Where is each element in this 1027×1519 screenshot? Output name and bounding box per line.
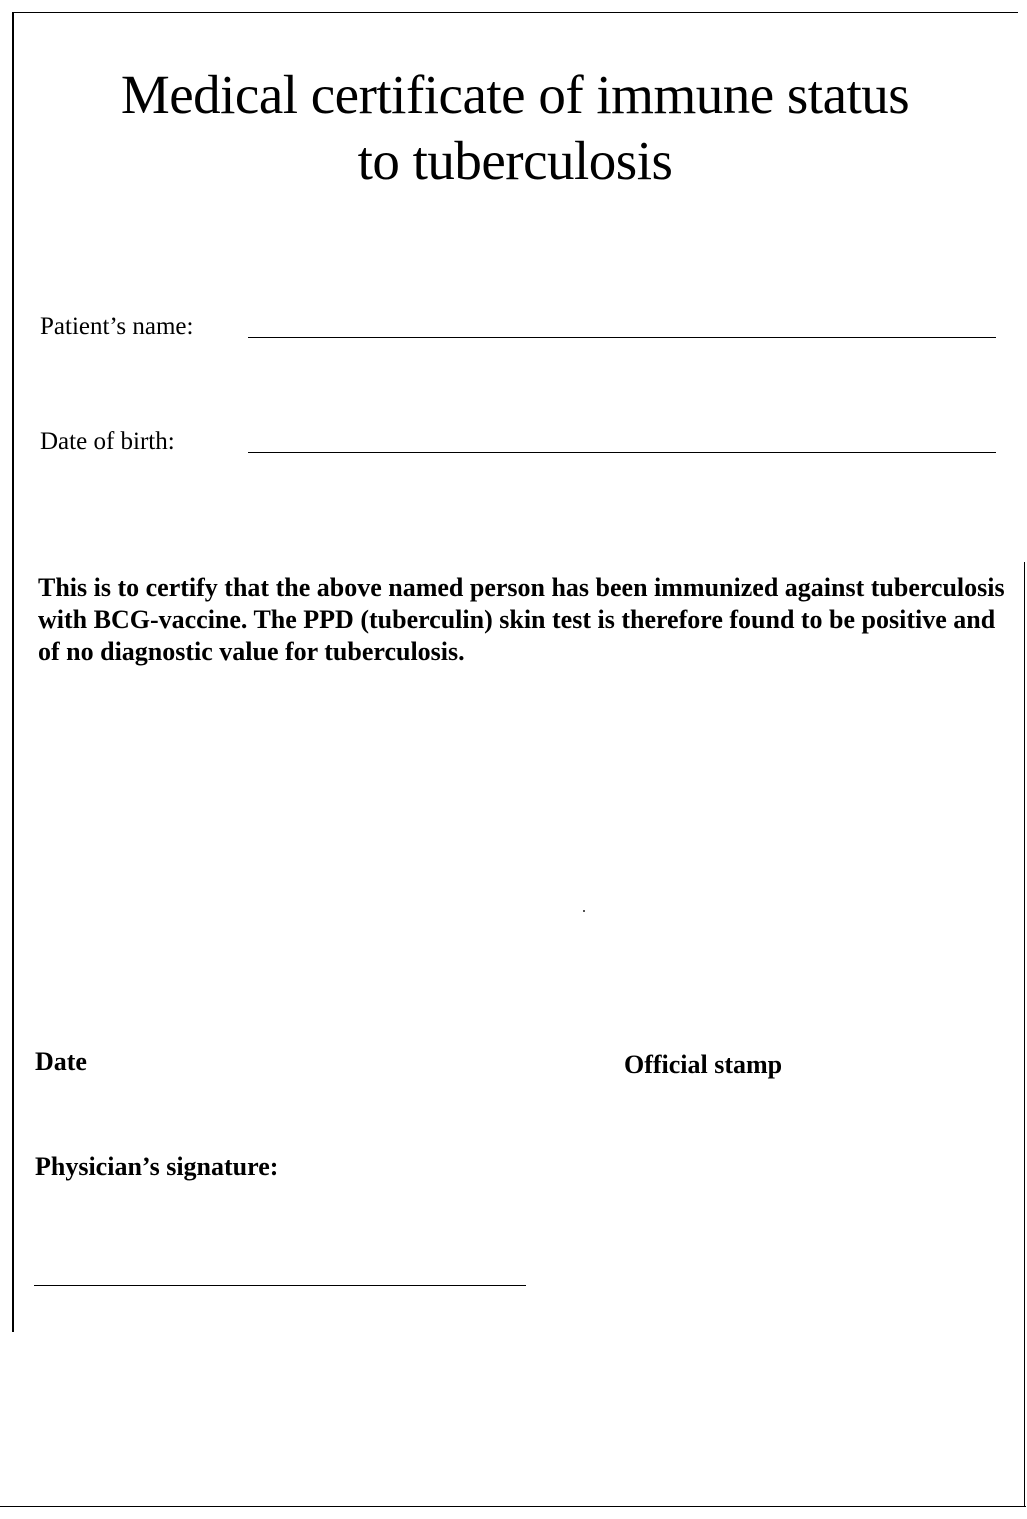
- page-border-right: [1024, 562, 1025, 1507]
- certification-statement: This is to certify that the above named person has been immunized against tuberculosis with BCG-vaccine. The PPD (tuberculin) skin test is therefore found to be positive and of no diagnostic value for tuberculosis.: [38, 573, 1005, 666]
- certificate-title: [40, 62, 990, 194]
- date-of-birth-field[interactable]: [248, 452, 996, 453]
- page-border-top: [14, 12, 1018, 13]
- official-stamp-label: Official stamp: [624, 1050, 783, 1079]
- date-label: Date: [35, 1047, 87, 1076]
- title-line-2: to tuberculosis: [357, 130, 673, 191]
- patient-name-field[interactable]: [248, 337, 996, 338]
- physician-signature-label: Physician’s signature:: [35, 1152, 279, 1181]
- title-line-1: Medical certificate of immune status: [120, 64, 910, 125]
- patient-name-label: Patient’s name:: [40, 313, 194, 340]
- page-border-bottom: [0, 1506, 1026, 1507]
- date-of-birth-label: Date of birth:: [40, 428, 175, 455]
- page-border-left: [12, 12, 14, 1332]
- scan-speck: [583, 910, 585, 912]
- physician-signature-line[interactable]: [34, 1285, 526, 1286]
